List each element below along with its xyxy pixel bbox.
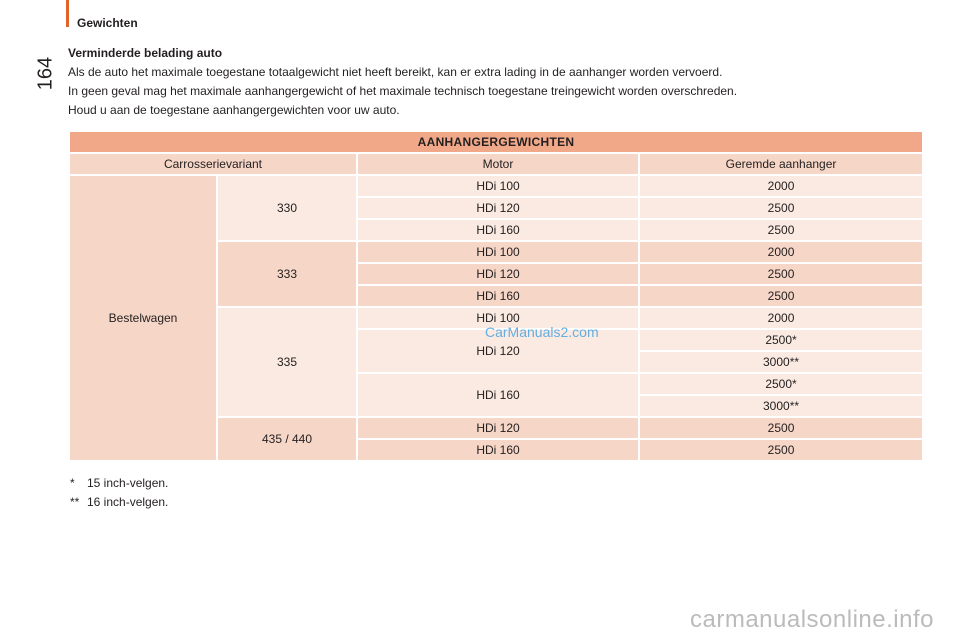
header-motor: Motor: [358, 154, 638, 174]
cell-braked-weight: 2500: [640, 440, 922, 460]
cell-braked-weight: 3000**: [640, 352, 922, 372]
footnote-mark: **: [70, 495, 80, 509]
cell-motor: HDi 120: [358, 330, 638, 372]
cell-motor: HDi 160: [358, 374, 638, 416]
trailer-weights-table: [68, 130, 924, 462]
intro-line: In geen geval mag het maximale aanhangergewicht of het maximale technisch toegestane treingewicht worden overschreden.: [68, 84, 738, 98]
cell-braked-weight: 2000: [640, 176, 922, 196]
cell-motor: HDi 160: [358, 220, 638, 240]
cell-braked-weight: 2500: [640, 418, 922, 438]
cell-braked-weight: 2000: [640, 242, 922, 262]
cell-motor: HDi 100: [358, 242, 638, 262]
cell-braked-weight: 2500*: [640, 374, 922, 394]
section-title: Gewichten: [77, 16, 138, 30]
footnote-text: 15 inch-velgen.: [87, 476, 169, 490]
cell-braked-weight: 2500: [640, 286, 922, 306]
header-variant: Carrosserievariant: [70, 154, 356, 174]
cell-braked-weight: 2000: [640, 308, 922, 328]
footnote: [70, 493, 168, 512]
cell-braked-weight: 3000**: [640, 396, 922, 416]
header-braked-trailer: Geremde aanhanger: [640, 154, 922, 174]
cell-model: 333: [218, 242, 356, 306]
table-row: [70, 176, 922, 196]
cell-variant: Bestelwagen: [70, 176, 216, 460]
intro-line: Als de auto het maximale toegestane totaalgewicht niet heeft bereikt, kan er extra lading in de aanhanger worden vervoerd.: [68, 65, 723, 79]
cell-motor: HDi 120: [358, 198, 638, 218]
cell-motor: HDi 120: [358, 264, 638, 284]
intro-line: Houd u aan de toegestane aanhangergewichten voor uw auto.: [68, 103, 400, 117]
table-title: AANHANGERGEWICHTEN: [70, 132, 922, 152]
cell-model: 335: [218, 308, 356, 416]
cell-motor: HDi 160: [358, 440, 638, 460]
section-accent-bar: [66, 0, 69, 27]
cell-motor: HDi 120: [358, 418, 638, 438]
footnote: [70, 474, 168, 493]
footnotes: [70, 474, 168, 512]
cell-model: 330: [218, 176, 356, 240]
cell-braked-weight: 2500: [640, 198, 922, 218]
cell-motor: HDi 100: [358, 176, 638, 196]
intro-block: [68, 44, 928, 120]
intro-heading: Verminderde belading auto: [68, 46, 223, 60]
footnote-text: 16 inch-velgen.: [87, 495, 169, 509]
cell-motor: HDi 160: [358, 286, 638, 306]
cell-braked-weight: 2500: [640, 220, 922, 240]
page-number: 164: [34, 56, 57, 91]
cell-braked-weight: 2500: [640, 264, 922, 284]
cell-motor: HDi 100: [358, 308, 638, 328]
cell-braked-weight: 2500*: [640, 330, 922, 350]
cell-model: 435 / 440: [218, 418, 356, 460]
watermark-footer: carmanualsonline.info: [690, 606, 934, 633]
footnote-mark: *: [70, 476, 75, 490]
watermark-center: CarManuals2.com: [485, 324, 599, 340]
